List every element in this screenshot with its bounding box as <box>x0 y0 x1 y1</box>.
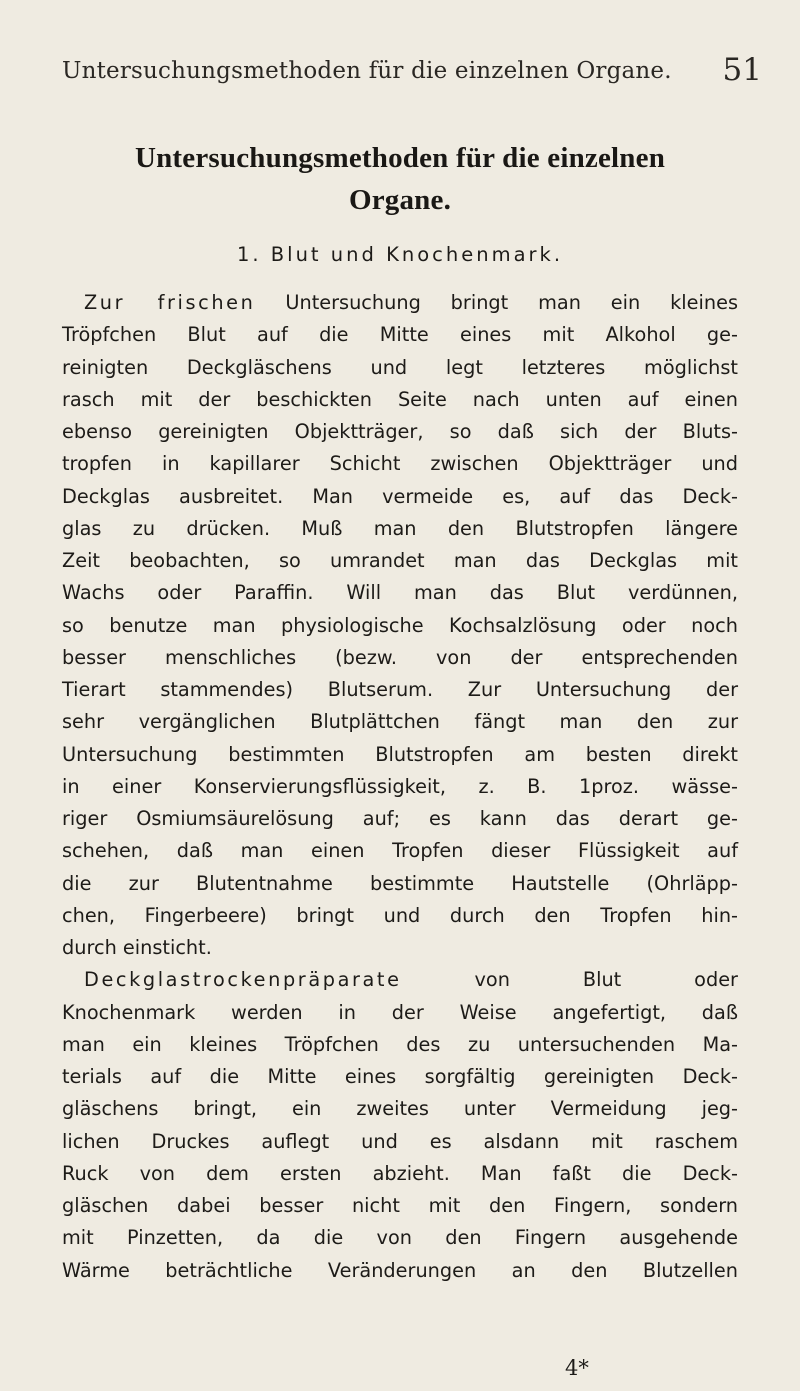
running-head-title: Untersuchungsmethoden für die einzelnen Organe. <box>62 58 672 84</box>
text-line: Tröpfchen Blut auf die Mitte eines mit Alkohol ge- <box>62 323 738 347</box>
text-line: lichen Druckes auflegt und es alsdann mit raschem <box>62 1129 738 1153</box>
text-line: man ein kleines Tröpfchen des zu untersuchenden Ma- <box>62 1032 738 1056</box>
text-run: von Blut oder <box>474 968 738 992</box>
text-line: Zeit beobachten, so umrandet man das Deckglas mit <box>62 549 738 572</box>
text-line: besser menschliches (bezw. von der entsprechenden <box>62 645 738 669</box>
paragraph-1-line-1 <box>62 287 738 319</box>
text-line: Ruck von dem ersten abzieht. Man faßt die Deck- <box>62 1161 738 1185</box>
text-line: gläschens bringt, ein zweites unter Vermeidung jeg- <box>62 1097 738 1121</box>
text-line: schehen, daß man einen Tropfen dieser Flüssigkeit auf <box>62 839 738 863</box>
text-line: Untersuchung bestimmten Blutstropfen am besten direkt <box>62 742 738 766</box>
text-line: durch einsticht. <box>62 936 212 959</box>
paragraph-2-line-1 <box>62 964 738 996</box>
text-line: ebenso gereinigten Objektträger, so daß sich der Bluts- <box>62 420 738 443</box>
text-line: so benutze man physiologische Kochsalzlösung oder noch <box>62 613 738 637</box>
text-line: Tierart stammendes) Blutserum. Zur Untersuchung der <box>62 678 738 701</box>
text-line: reinigten Deckgläschens und legt letzteres möglichst <box>62 355 738 379</box>
section-title: 1. Blut und Knochenmark. <box>236 243 564 266</box>
signature-mark: 4* <box>565 1356 589 1380</box>
text-line: die zur Blutentnahme bestimmte Hautstelle (Ohrläpp- <box>62 871 738 895</box>
chapter-heading-line-1: Untersuchungsmethoden für die einzelnen <box>134 142 666 174</box>
text-line: sehr vergänglichen Blutplättchen fängt man den zur <box>62 710 738 734</box>
text-line: Wachs oder Paraffin. Will man das Blut verdünnen, <box>62 581 738 605</box>
text-line: gläschen dabei besser nicht mit den Fingern, sondern <box>62 1194 738 1217</box>
text-line: chen, Fingerbeere) bringt und durch den Tropfen hin- <box>62 903 738 927</box>
running-head <box>62 54 762 94</box>
text-line: Wärme beträchtliche Veränderungen an den Blutzellen <box>62 1258 738 1282</box>
text-line: glas zu drücken. Muß man den Blutstropfen längere <box>62 516 738 540</box>
text-line: mit Pinzetten, da die von den Fingern ausgehende <box>62 1226 738 1250</box>
spaced-emphasis: Zur frischen <box>84 291 256 314</box>
text-line: Knochenmark werden in der Weise angefertigt, daß <box>62 1000 738 1024</box>
text-line: terials auf die Mitte eines sorgfältig gereinigten Deck- <box>62 1065 738 1088</box>
chapter-heading-line-2: Organe. <box>348 184 452 216</box>
page-number: 51 <box>722 52 762 88</box>
text-line: rasch mit der beschickten Seite nach unten auf einen <box>62 387 738 411</box>
text-run: Untersuchung bringt man ein kleines <box>285 291 738 314</box>
body-text <box>62 287 738 1287</box>
text-line: in einer Konservierungsflüssigkeit, z. B. 1proz. wässe- <box>62 774 738 798</box>
text-line: riger Osmiumsäurelösung auf; es kann das derart ge- <box>62 807 738 830</box>
spaced-emphasis: Deckglastrockenpräparate <box>84 968 402 992</box>
text-line: tropfen in kapillarer Schicht zwischen Objektträger und <box>62 452 738 476</box>
text-line: Deckglas ausbreitet. Man vermeide es, auf das Deck- <box>62 484 738 508</box>
